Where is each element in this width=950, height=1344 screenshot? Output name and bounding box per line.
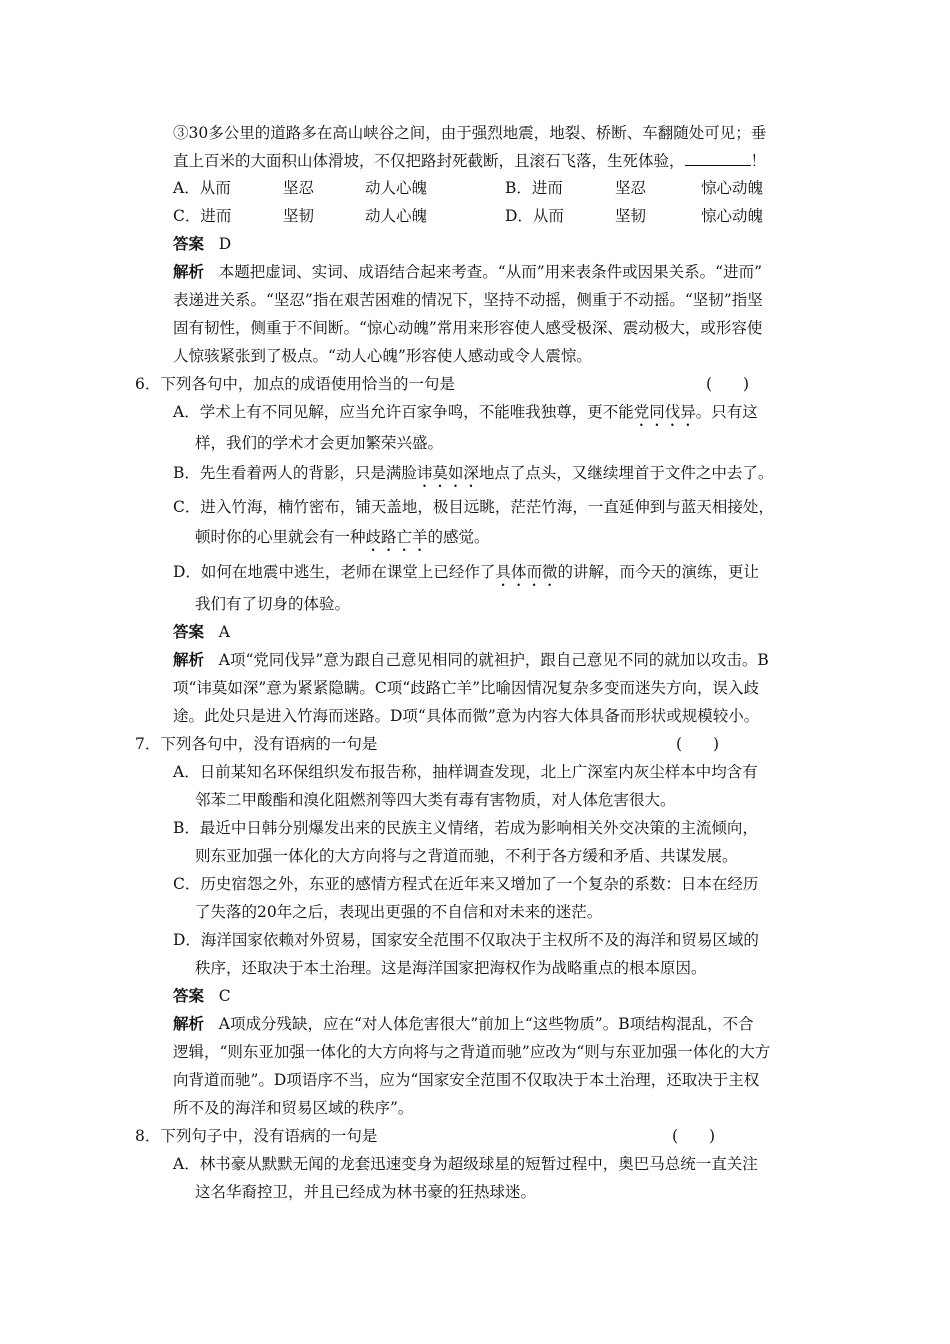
- q6-analysis-line1: [173, 649, 769, 671]
- q6-option-a-line1: [173, 401, 758, 430]
- analysis-text: 本题把虚词、实词、成语结合起来考查。“从而”用来表条件或因果关系。“进而”: [218, 263, 762, 281]
- q5-option-a-2: 坚忍: [283, 179, 315, 197]
- q6-option-d-line1: [173, 561, 759, 590]
- q7-stem: 7．下列各句中，没有语病的一句是: [135, 735, 378, 753]
- dotted-idiom: 讳莫如深: [416, 464, 479, 482]
- q6-option-c-line1: C．进入竹海，楠竹密布，铺天盖地，极目远眺，茫茫竹海，一直延伸到与蓝天相接处，: [173, 498, 774, 516]
- q5-analysis-line4: 人惊骇紧张到了极点。“动人心魄”形容使人感动或令人震惊。: [173, 347, 592, 365]
- q5-option-a-3: 动人心魄: [365, 179, 428, 197]
- q5-option-b-1: B．进而: [505, 179, 563, 197]
- answer-value: A: [218, 623, 230, 641]
- q5-answer: [173, 233, 231, 255]
- fill-blank: [685, 151, 751, 166]
- answer-label: 答案: [173, 622, 205, 641]
- q7-answer-paren: ( ): [676, 735, 720, 753]
- q7-option-d-line1: D．海洋国家依赖对外贸易，国家安全范围不仅取决于主权所不及的海洋和贸易区域的: [173, 931, 759, 949]
- q6-answer-paren: ( ): [706, 375, 750, 393]
- q5-option-d-1: D．从而: [505, 207, 564, 225]
- q6-answer: [173, 621, 230, 643]
- q8-option-a-line1: A．林书豪从默默无闻的龙套迅速变身为超级球星的短暂过程中，奥巴马总统一直关注: [173, 1155, 758, 1173]
- q7-analysis-line2: 逻辑，“则东亚加强一体化的大方向将与之背道而驰”应改为“则与东亚加强一体化的大方: [173, 1043, 771, 1061]
- q6-option-b: [173, 462, 773, 491]
- q5-item3-line2-text: 直上百米的大面积山体滑坡，不仅把路封死截断，且滚石飞落，生死体验，: [173, 152, 685, 170]
- analysis-label: 解析: [173, 1014, 205, 1033]
- analysis-text: A项“党同伐异”意为跟自己意见相同的就袒护，跟自己意见不同的就加以攻击。B: [218, 651, 769, 669]
- q6-analysis-line3: 途。此处只是进入竹海而迷路。D项“具体而微”意为内容大体具备而形状或规模较小。: [173, 707, 760, 725]
- dotted-idiom: 党同伐异: [633, 403, 696, 421]
- q8-stem: 8．下列句子中，没有语病的一句是: [135, 1127, 378, 1145]
- q7-option-c-line1: C．历史宿怨之外，东亚的感情方程式在近年来又增加了一个复杂的系数：日本在经历: [173, 875, 759, 893]
- q6-option-a-line2: 样，我们的学术才会更加繁荣兴盛。: [195, 434, 444, 452]
- q7-option-b-line1: B．最近中日韩分别爆发出来的民族主义情绪，若成为影响相关外交决策的主流倾向，: [173, 819, 758, 837]
- answer-label: 答案: [173, 986, 205, 1005]
- q5-item3-line2-end: ！: [750, 152, 767, 170]
- q6-option-d-line2: 我们有了切身的体验。: [195, 595, 351, 613]
- dotted-idiom: 歧路亡羊: [365, 528, 428, 546]
- answer-label: 答案: [173, 234, 205, 253]
- q7-option-b-line2: 则东亚加强一体化的大方向将与之背道而驰，不利于各方缓和矛盾、共谋发展。: [195, 847, 738, 865]
- q6-analysis-line2: 项“讳莫如深”意为紧紧隐瞒。C项“歧路亡羊”比喻因情况复杂多变而迷失方向，误入歧: [173, 679, 760, 697]
- q8-option-a-line2: 这名华裔控卫，并且已经成为林书豪的狂热球迷。: [195, 1183, 537, 1201]
- q7-option-c-line2: 了失落的20年之后，表现出更强的不自信和对未来的迷茫。: [195, 903, 603, 921]
- q5-option-b-3: 惊心动魄: [701, 179, 764, 197]
- q5-option-b-2: 坚忍: [615, 179, 647, 197]
- q6-option-d-text-end: 的讲解，而今天的演练，更让: [557, 563, 759, 581]
- answer-value: D: [218, 235, 232, 253]
- q5-option-c-1: C．进而: [173, 207, 232, 225]
- analysis-label: 解析: [173, 650, 205, 669]
- q8-answer-paren: ( ): [672, 1127, 716, 1145]
- q7-option-a-line1: A．日前某知名环保组织发布报告称，抽样调查发现，北上广深室内灰尘样本中均含有: [173, 763, 758, 781]
- q6-option-c-text-end: 的感觉。: [427, 528, 490, 546]
- q5-item3-line2: [173, 150, 766, 172]
- analysis-text: A项成分残缺，应在“对人体危害很大”前加上“这些物质”。B项结构混乱，不合: [218, 1015, 754, 1033]
- q6-option-c-line2: [195, 526, 490, 555]
- q5-option-a-1: A．从而: [173, 179, 231, 197]
- q5-option-d-2: 坚韧: [615, 207, 647, 225]
- analysis-label: 解析: [173, 262, 205, 281]
- q6-option-d-text: D．如何在地震中逃生，老师在课堂上已经作了: [173, 563, 496, 581]
- q7-answer: [173, 985, 231, 1007]
- q7-option-a-line2: 邻苯二甲酸酯和溴化阻燃剂等四大类有毒有害物质，对人体危害很大。: [195, 791, 676, 809]
- q7-analysis-line4: 所不及的海洋和贸易区域的秩序”。: [173, 1099, 414, 1117]
- q7-analysis-line3: 向背道而驰”。D项语序不当，应为“国家安全范围不仅取决于本土治理，还取决于主权: [173, 1071, 760, 1089]
- q5-item3-line1: ③30多公里的道路多在高山峡谷之间，由于强烈地震，地裂、桥断、车翻随处可见；垂: [173, 124, 767, 142]
- q6-option-b-text: B．先生看着两人的背影，只是满脸: [173, 464, 417, 482]
- q5-option-d-3: 惊心动魄: [701, 207, 764, 225]
- q6-option-a-text-end: 。只有这: [695, 403, 758, 421]
- answer-value: C: [218, 987, 231, 1005]
- q6-option-a-text: A．学术上有不同见解，应当允许百家争鸣，不能唯我独尊，更不能: [173, 403, 634, 421]
- q6-option-b-text-end: 地点了点头，又继续埋首于文件之中去了。: [478, 464, 774, 482]
- q6-option-c-text: 顿时你的心里就会有一种: [195, 528, 366, 546]
- q7-analysis-line1: [173, 1013, 754, 1035]
- q5-option-c-3: 动人心魄: [365, 207, 428, 225]
- q5-analysis-line1: [173, 261, 762, 283]
- q5-analysis-line2: 表递进关系。“坚忍”指在艰苦困难的情况下，坚持不动摇，侧重于不动摇。“坚韧”指坚: [173, 291, 763, 309]
- q5-analysis-line3: 固有韧性，侧重于不间断。“惊心动魄”常用来形容使人感受极深、震动极大，或形容使: [173, 319, 763, 337]
- q5-option-c-2: 坚韧: [283, 207, 315, 225]
- dotted-idiom: 具体而微: [495, 563, 558, 581]
- q7-option-d-line2: 秩序，还取决于本土治理。这是海洋国家把海权作为战略重点的根本原因。: [195, 959, 707, 977]
- q6-stem: 6．下列各句中，加点的成语使用恰当的一句是: [135, 375, 455, 393]
